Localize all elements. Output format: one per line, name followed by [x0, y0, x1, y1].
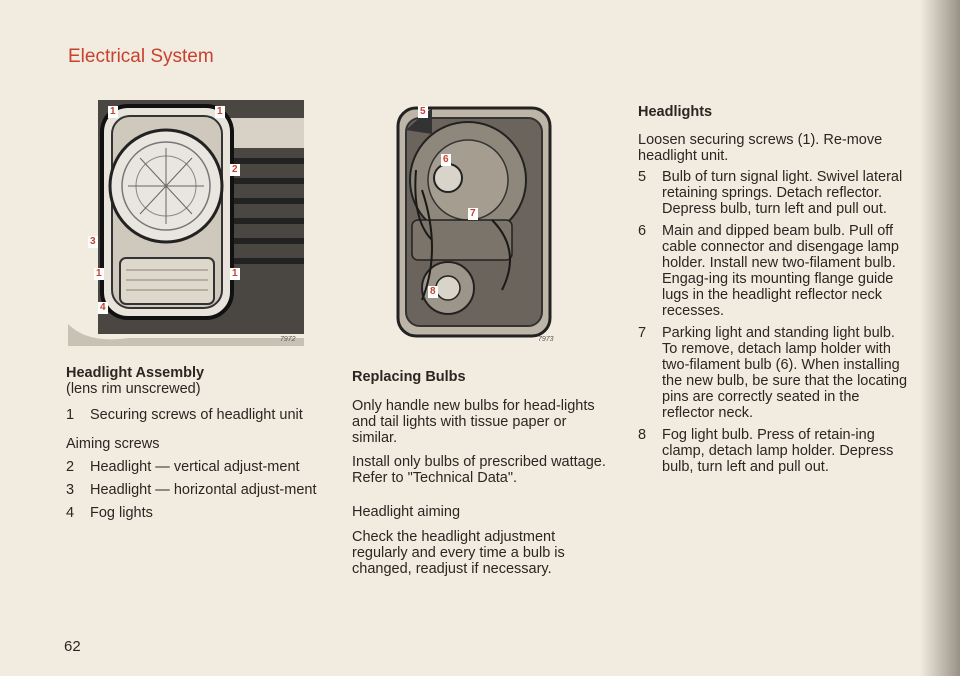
item-text: Parking light and standing light bulb. To remove, detach lamp holder with two-filament bulb (6). When installing the new bulb, be sure that the locating pins are correctly seated in the reflector neck.: [662, 325, 908, 421]
figure-code-left: 7972: [280, 336, 296, 343]
callout-4: 4: [100, 302, 106, 313]
list-item: [66, 505, 328, 521]
callout-6: 6: [443, 154, 449, 165]
callout-8: 8: [430, 286, 436, 297]
callout-7: 7: [470, 208, 476, 219]
list-item: [66, 407, 328, 423]
aiming-screws-heading: Aiming screws: [66, 436, 160, 452]
list-item: [638, 325, 910, 421]
item-number: 6: [638, 223, 647, 239]
item-number: 1: [66, 407, 75, 423]
item-number: 2: [66, 459, 75, 475]
section-title: Electrical System: [68, 46, 214, 67]
item-text: Main and dipped beam bulb. Pull off cable connector and disengage lamp holder. Install new two-filament bulb. Engag-ing its mounting flange guide lugs in the headlight reflector neck recesses.: [662, 223, 899, 319]
figure-code-middle: 7973: [538, 336, 554, 343]
paragraph: Only handle new bulbs for head-lights and tail lights with tissue paper or similar.: [352, 398, 595, 446]
middle-column: [352, 369, 614, 577]
left-column: [66, 365, 328, 521]
item-number: 4: [66, 505, 75, 521]
list-item: [638, 427, 910, 475]
item-text: Securing screws of headlight unit: [90, 407, 303, 423]
callout-1-top-right: 1: [217, 106, 223, 117]
headlights-title: Headlights: [638, 104, 713, 120]
headlight-rear-illustration: [392, 100, 560, 346]
item-text: Fog light bulb. Press of retain-ing clamp, detach lamp holder. Depress bulb, turn left and pull out.: [662, 427, 894, 475]
callout-1-lower-right: 1: [232, 268, 238, 279]
item-text: Headlight — horizontal adjust-ment: [90, 482, 317, 498]
item-text: Bulb of turn signal light. Swivel lateral retaining springs. Detach reflector. Depress bulb, turn left and pull out.: [662, 169, 903, 217]
list-item: [66, 482, 328, 498]
callout-2: 2: [232, 164, 238, 175]
callout-3: 3: [90, 236, 96, 247]
item-text: Fog lights: [90, 505, 153, 521]
replacing-bulbs-title: Replacing Bulbs: [352, 369, 466, 385]
item-number: 3: [66, 482, 75, 498]
right-column: [638, 104, 910, 475]
paragraph: Check the headlight adjustment regularly and every time a bulb is changed, readjust if necessary.: [352, 529, 565, 577]
callout-5: 5: [420, 106, 426, 117]
list-item: [638, 169, 910, 217]
page-number: 62: [64, 638, 81, 655]
item-number: 8: [638, 427, 647, 443]
list-item: [638, 223, 910, 319]
page-edge-shadow: [920, 0, 960, 676]
paragraph: Install only bulbs of prescribed wattage. Refer to "Technical Data".: [352, 454, 606, 486]
callout-1-top-left: 1: [110, 106, 116, 117]
item-text: Headlight — vertical adjust-ment: [90, 459, 300, 475]
headlight-assembly-subtitle: (lens rim unscrewed): [66, 381, 201, 397]
callout-1-lower-left: 1: [96, 268, 102, 279]
headlight-assembly-figure: [68, 98, 306, 346]
list-item: [66, 459, 328, 475]
headlight-aiming-heading: Headlight aiming: [352, 504, 461, 520]
intro-paragraph: Loosen securing screws (1). Re-move headlight unit.: [638, 132, 883, 164]
item-number: 7: [638, 325, 647, 341]
item-number: 5: [638, 169, 647, 185]
headlight-assembly-title: Headlight Assembly: [66, 365, 205, 381]
headlight-rear-figure: [392, 100, 560, 346]
